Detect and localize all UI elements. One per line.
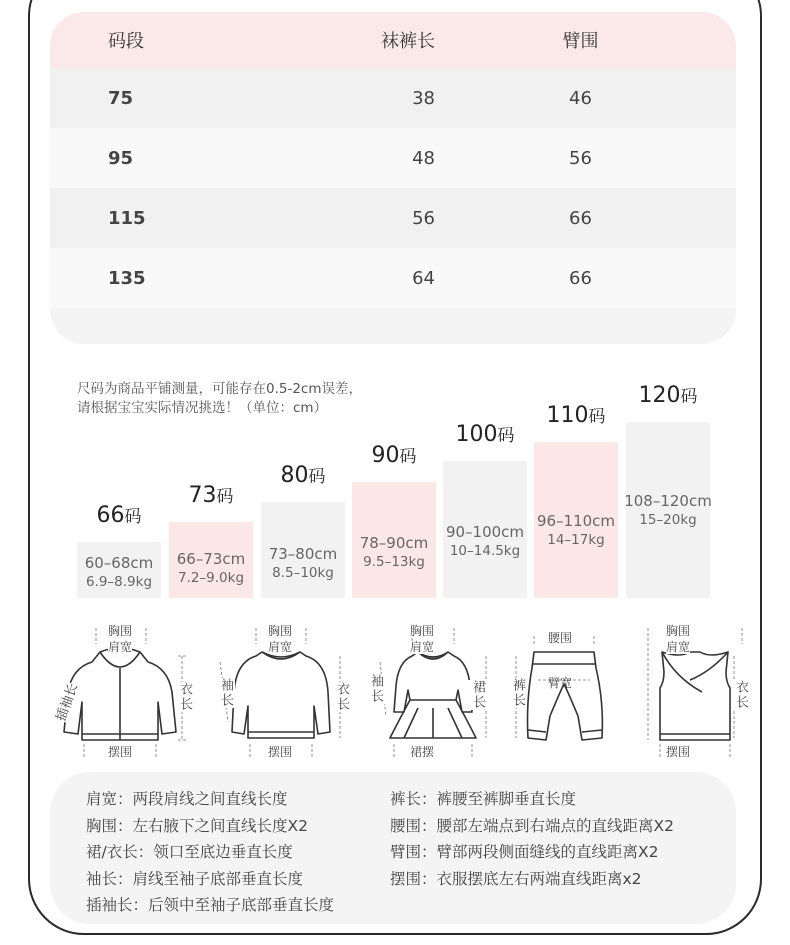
size-number: 90 bbox=[371, 443, 400, 468]
measurement-note bbox=[77, 380, 417, 418]
length-label: 裤长 bbox=[510, 678, 525, 708]
definition-item: 裙/衣长：领口至底边垂直长度 bbox=[86, 843, 293, 861]
cell-length: 64 bbox=[412, 267, 435, 289]
note-line-2: 请根据宝宝实际情况挑选！（单位：cm） bbox=[77, 400, 328, 416]
shoulder-label: 肩宽 bbox=[410, 640, 435, 654]
size-number: 66 bbox=[96, 503, 125, 528]
dress-diagram bbox=[358, 622, 508, 762]
definition-item: 腰围：腰部左端点到右端点的直线距离X2 bbox=[390, 816, 674, 835]
note-line-1: 尺码为商品平铺测量，可能存在0.5-2cm误差， bbox=[77, 381, 363, 397]
cell-length: 56 bbox=[412, 207, 435, 229]
size-bar bbox=[261, 463, 345, 598]
table-row bbox=[50, 68, 736, 128]
shoulder-label: 肩宽 bbox=[268, 640, 293, 654]
cell-length: 48 bbox=[412, 147, 435, 169]
shoulder-label: 肩宽 bbox=[666, 640, 691, 654]
weight-range: 9.5–13kg bbox=[363, 554, 425, 570]
hem-label: 摆围 bbox=[666, 745, 691, 759]
chest-label: 胸围 bbox=[666, 624, 691, 638]
definitions-right bbox=[390, 786, 674, 892]
cell-arm: 66 bbox=[569, 267, 592, 289]
height-range: 78–90cm bbox=[359, 534, 429, 552]
sleeve-label: 袖长 bbox=[218, 678, 233, 708]
chest-label: 胸围 bbox=[410, 624, 435, 638]
table-row bbox=[50, 128, 736, 188]
hem-label: 摆围 bbox=[108, 745, 133, 759]
cell-arm: 46 bbox=[569, 87, 592, 109]
size-number: 80 bbox=[280, 463, 309, 488]
header-arm: 臂围 bbox=[562, 31, 599, 52]
length-label: 衣长 bbox=[733, 680, 748, 710]
size-unit: 码 bbox=[308, 467, 326, 487]
size-table bbox=[50, 12, 736, 344]
size-unit: 码 bbox=[216, 487, 234, 507]
size-bar bbox=[624, 383, 712, 598]
definitions-left bbox=[86, 786, 334, 919]
weight-range: 7.2–9.0kg bbox=[177, 570, 245, 586]
cell-size: 95 bbox=[108, 147, 134, 169]
vest-diagram bbox=[630, 622, 760, 762]
header-size: 码段 bbox=[108, 31, 144, 52]
height-range: 60–68cm bbox=[84, 554, 154, 572]
chest-label: 胸围 bbox=[268, 624, 293, 638]
height-range: 90–100cm bbox=[445, 523, 525, 541]
size-unit: 码 bbox=[497, 426, 515, 446]
pants-diagram bbox=[498, 622, 618, 762]
table-row bbox=[50, 248, 736, 308]
definition-item: 插袖长：后领中至袖子底部垂直长度 bbox=[86, 896, 335, 914]
length-label: 裙长 bbox=[470, 680, 485, 710]
weight-range: 10–14.5kg bbox=[449, 543, 521, 559]
size-label bbox=[608, 382, 728, 408]
chest-label: 胸围 bbox=[108, 624, 133, 638]
measurement-definitions bbox=[50, 772, 736, 924]
size-bar bbox=[443, 422, 527, 598]
size-bar bbox=[352, 443, 436, 598]
size-bar bbox=[534, 403, 618, 598]
definition-item: 胸围：左右腋下之间直线长度X2 bbox=[86, 816, 308, 835]
cell-length: 38 bbox=[412, 87, 435, 109]
sweater-diagram bbox=[206, 622, 356, 762]
cell-arm: 56 bbox=[569, 147, 592, 169]
definition-item: 摆围：衣服摆底左右两端直线距离x2 bbox=[390, 869, 642, 888]
size-unit: 码 bbox=[588, 407, 606, 427]
cell-arm: 66 bbox=[569, 207, 592, 229]
definition-item: 臂围：臂部两段侧面缝线的直线距离X2 bbox=[390, 843, 659, 861]
size-number: 120 bbox=[638, 383, 681, 408]
table-header bbox=[50, 12, 736, 68]
height-range: 108–120cm bbox=[624, 492, 712, 510]
size-unit: 码 bbox=[680, 387, 698, 407]
jacket-diagram bbox=[40, 622, 200, 762]
definition-item: 袖长：肩线至袖子底部垂直长度 bbox=[86, 869, 304, 888]
size-bar bbox=[169, 483, 253, 598]
size-number: 110 bbox=[546, 403, 589, 428]
waist-label: 腰围 bbox=[548, 631, 573, 645]
height-range: 73–80cm bbox=[268, 545, 338, 563]
weight-range: 14–17kg bbox=[547, 532, 605, 548]
table-row bbox=[50, 188, 736, 248]
header-length: 袜裤长 bbox=[381, 31, 435, 52]
size-unit: 码 bbox=[399, 447, 417, 467]
weight-range: 6.9–8.9kg bbox=[85, 574, 153, 590]
size-number: 100 bbox=[455, 422, 498, 447]
hem-label: 摆围 bbox=[268, 745, 293, 759]
height-range: 66–73cm bbox=[176, 550, 246, 568]
arm-label: 臂宽 bbox=[548, 676, 573, 690]
raglan-label: 插袖长 bbox=[53, 681, 82, 724]
cell-size: 115 bbox=[108, 207, 146, 229]
sleeve-label: 袖长 bbox=[368, 674, 383, 704]
shoulder-label: 肩宽 bbox=[108, 640, 133, 654]
size-bar bbox=[77, 503, 161, 598]
cell-size: 75 bbox=[108, 87, 134, 109]
length-label: 衣长 bbox=[177, 682, 192, 712]
hem-label: 裙摆 bbox=[410, 745, 435, 759]
size-unit: 码 bbox=[124, 507, 142, 527]
definition-item: 裤长：裤腰至裤脚垂直长度 bbox=[390, 790, 577, 808]
length-label: 衣长 bbox=[334, 682, 349, 712]
weight-range: 8.5–10kg bbox=[272, 565, 334, 581]
size-number: 73 bbox=[188, 483, 217, 508]
weight-range: 15–20kg bbox=[639, 512, 697, 528]
definition-item: 肩宽：两段肩线之间直线长度 bbox=[86, 790, 288, 808]
height-range: 96–110cm bbox=[536, 512, 616, 530]
cell-size: 135 bbox=[108, 267, 146, 289]
